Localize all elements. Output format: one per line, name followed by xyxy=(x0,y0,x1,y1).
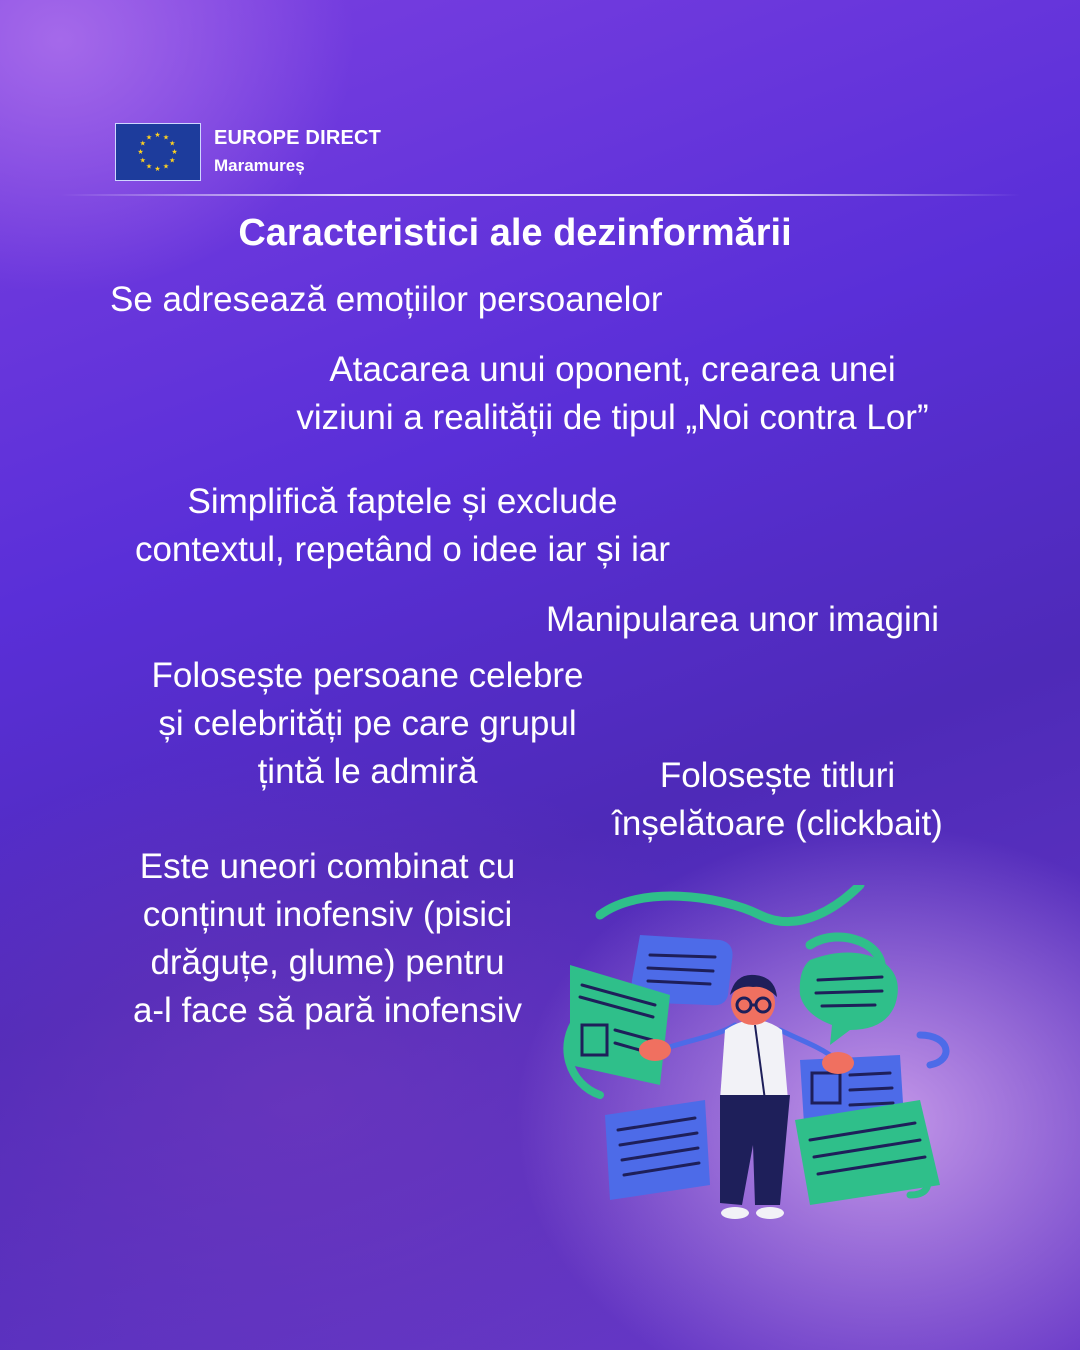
flag-star: ★ xyxy=(162,163,170,171)
list-item xyxy=(110,652,625,796)
item-line: a-l face să pară inofensiv xyxy=(132,991,523,1030)
item-line: înșelătoare (clickbait) xyxy=(612,804,943,843)
brand-subtitle: Maramureș xyxy=(214,156,305,175)
flag-star: ★ xyxy=(137,149,144,156)
divider xyxy=(60,194,1020,196)
flag-star: ★ xyxy=(139,140,146,148)
list-item xyxy=(90,843,565,1035)
item-line: și celebrități pe care grupul xyxy=(158,704,577,743)
item-line: contextul, repetând o idee iar și iar xyxy=(134,530,671,569)
brand-block xyxy=(115,123,381,181)
page-title: Caracteristici ale dezinformării xyxy=(238,212,792,254)
list-item xyxy=(500,596,985,644)
flag-star: ★ xyxy=(169,140,176,148)
item-line: Manipularea unor imagini xyxy=(546,600,939,639)
list-item xyxy=(240,346,985,442)
item-line: Este uneori combinat cu xyxy=(139,847,516,886)
item-line: Folosește titluri xyxy=(659,756,896,795)
list-item xyxy=(570,752,985,848)
eu-flag-icon xyxy=(115,123,201,181)
list-item xyxy=(80,478,725,574)
flag-star: ★ xyxy=(154,166,161,173)
flag-star: ★ xyxy=(139,157,146,165)
person-news-illustration xyxy=(560,885,960,1250)
item-line: Simplifică faptele și exclude xyxy=(187,482,618,521)
item-line: viziuni a realității de tipul „Noi contra Lor” xyxy=(296,398,929,437)
list-item xyxy=(110,276,663,324)
flag-star: ★ xyxy=(154,132,161,139)
item-line: Folosește persoane celebre xyxy=(151,656,584,695)
flag-star: ★ xyxy=(145,163,153,171)
flag-star: ★ xyxy=(162,134,170,142)
brand-title: EUROPE DIRECT xyxy=(214,127,382,149)
item-line: conținut inofensiv (pisici xyxy=(142,895,513,934)
item-line: țintă le admiră xyxy=(257,752,478,791)
flag-star: ★ xyxy=(145,134,153,142)
item-line: Atacarea unui oponent, crearea unei xyxy=(329,350,896,389)
item-line: drăguțe, glume) pentru xyxy=(150,943,505,982)
item-line: Se adresează emoțiilor persoanelor xyxy=(110,280,663,319)
flag-star: ★ xyxy=(171,149,178,156)
flag-star: ★ xyxy=(169,157,176,165)
